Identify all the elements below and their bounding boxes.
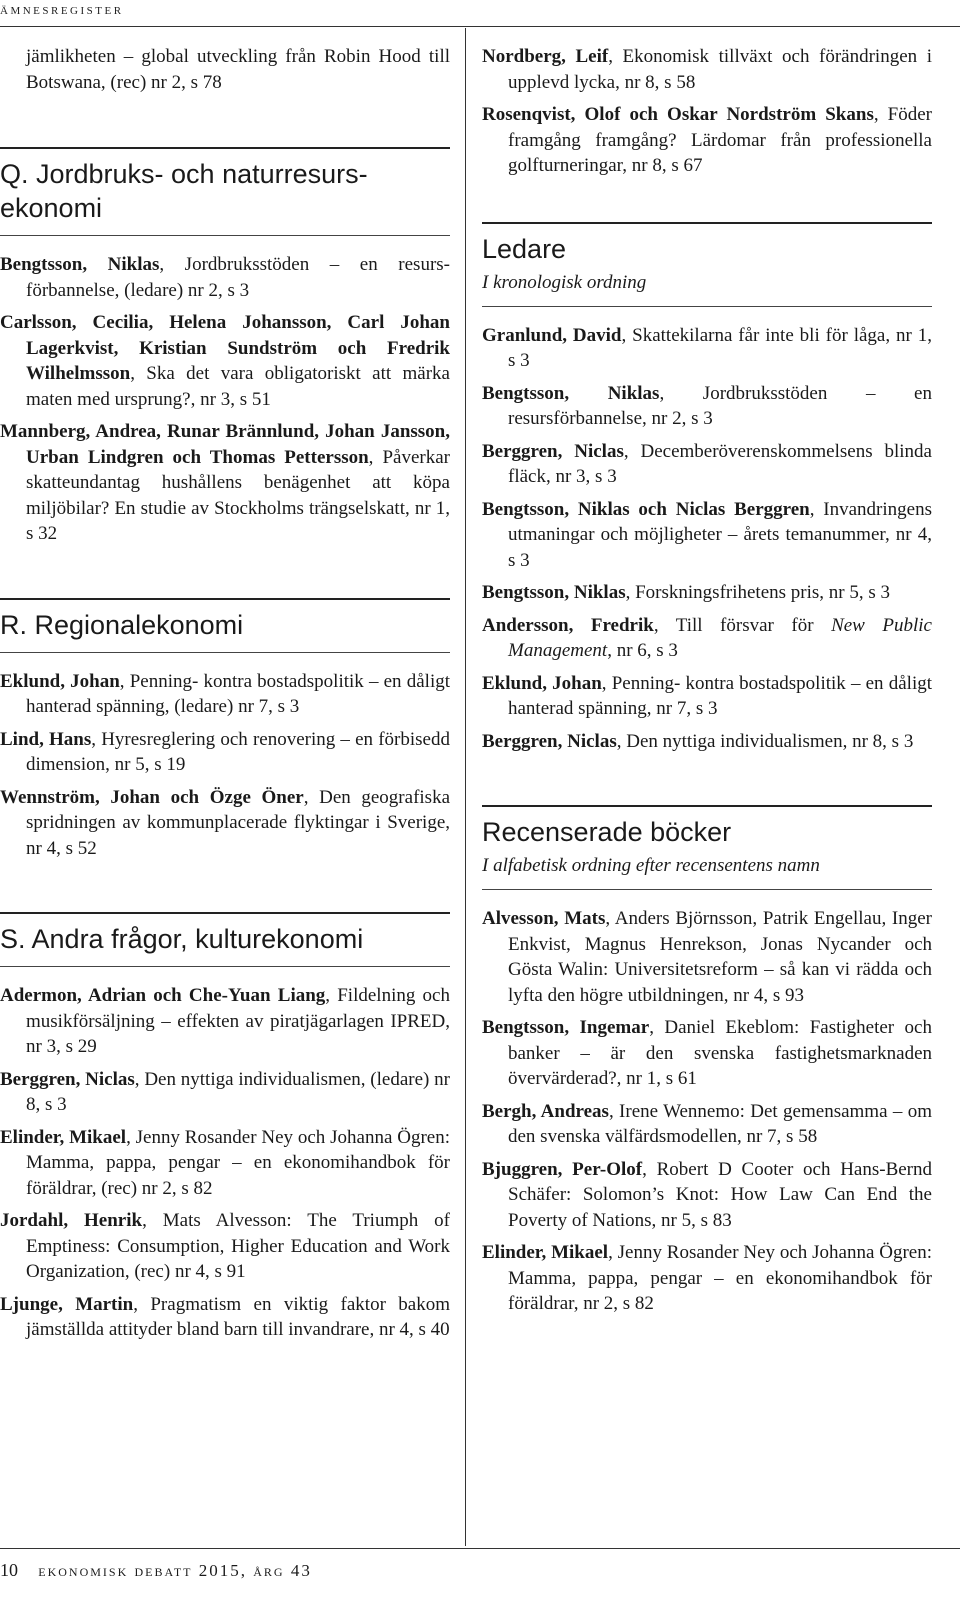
entry-title: , Daniel Ekeblom: Fastigheter och banker – är den svenska fastighetsmarknaden övervärderad?, nr 1, s 61 xyxy=(508,1017,932,1089)
column-divider xyxy=(465,28,466,1546)
entry-author: Elinder, Mikael xyxy=(482,1242,609,1263)
entry-author: Bjuggren, Per-Olof xyxy=(482,1158,643,1180)
index-entry xyxy=(482,497,932,574)
index-entry xyxy=(0,419,450,547)
entry-author: Rosenqvist, Olof och Oskar Nordström Skans xyxy=(482,104,874,125)
index-entry xyxy=(482,1240,932,1317)
entry-title: , Forskningsfrihetens pris, nr 5, s 3 xyxy=(625,582,891,603)
section-rule xyxy=(0,912,450,914)
entry-author: Elinder, Mikael xyxy=(0,1126,127,1148)
entry-author: Berggren, Niclas xyxy=(482,440,624,462)
entry-title: , Mats Alvesson: The Triumph of Emptiness: Consumption, Higher Education and Work Organization, (rec) nr 4, s 91 xyxy=(26,1210,450,1282)
entry-author: Mannberg, Andrea, Runar Brännlund, Johan Jansson, Urban Lindgren och Thomas Pettersson xyxy=(0,421,450,468)
section-rule xyxy=(482,889,932,890)
entry-author: Andersson, Fredrik xyxy=(482,614,654,636)
entry-author: Bengtsson, Ingemar xyxy=(482,1017,650,1038)
index-entry xyxy=(482,381,932,432)
index-entry xyxy=(0,1067,450,1118)
index-entry xyxy=(482,1015,932,1092)
index-entry xyxy=(0,310,450,412)
index-entry xyxy=(482,102,932,179)
running-header: ämnesregister xyxy=(0,2,124,18)
entry-author: Berggren, Niclas xyxy=(482,730,617,752)
section-title-r: R. Regionalekonomi xyxy=(0,609,244,640)
continued-entry: jämlikheten – global utveckling från Robin Hood till Botswana, (rec) nr 2, s 78 xyxy=(26,46,450,93)
index-entry xyxy=(482,613,932,664)
entry-title: , Pragmatism en viktig faktor bakom jämställda attityder bland barn till invandrare, nr 4, s 40 xyxy=(26,1293,450,1340)
footer-rule xyxy=(0,1548,960,1549)
entry-title: , Robert D Cooter och Hans-Bernd Schäfer: Solomon’s Knot: How Law Can End the Poverty of Nations, nr 5, s 83 xyxy=(508,1158,933,1231)
index-entry xyxy=(482,671,932,722)
entry-author: Alvesson, Mats xyxy=(482,908,606,929)
entry-author: Adermon, Adrian och Che-Yuan Liang xyxy=(0,985,326,1006)
entry-list xyxy=(0,252,450,547)
section-rule xyxy=(482,222,932,224)
section-rule xyxy=(482,805,932,807)
entry-author: Eklund, Johan xyxy=(482,672,602,694)
right-column xyxy=(482,44,932,1324)
page-number: 10 xyxy=(0,1560,18,1580)
entry-list xyxy=(482,44,932,179)
index-entry xyxy=(0,1292,450,1343)
section-rule xyxy=(0,966,450,967)
entry-list xyxy=(482,323,932,755)
index-entry xyxy=(482,44,932,95)
entry-title: , Hyresreglering och renovering – en förbisedd dimension, nr 5, s 19 xyxy=(26,728,450,775)
entry-author: Carlsson, Cecilia, Helena Johansson, Carl Johan Lagerkvist, Kristian Sundström och Fredrik Wilhelmsson xyxy=(0,312,450,384)
entry-title: , Penning- kontra bostadspolitik – en dåligt hanterad spänning, (ledare) nr 7, s 3 xyxy=(26,670,450,717)
journal-name: ekonomisk debatt 2015, årg 43 xyxy=(38,1561,312,1580)
section-title-ledare: Ledare xyxy=(482,233,567,264)
entry-author: Eklund, Johan xyxy=(0,670,120,692)
index-entry xyxy=(0,669,450,720)
entry-author: Bengtsson, Niklas xyxy=(482,582,626,603)
index-entry xyxy=(0,252,450,303)
entry-author: Lind, Hans xyxy=(0,728,92,750)
page-footer xyxy=(0,1560,312,1581)
entry-title: , Jordbruksstöden – en resursförbannelse, nr 2, s 3 xyxy=(508,382,932,429)
entry-title: , Invandringens utmaningar och möjligheter – årets temanummer, nr 4, s 3 xyxy=(508,498,932,571)
section-title-books: Recenserade böcker xyxy=(482,817,732,847)
index-entry xyxy=(482,323,932,374)
entry-author: Bengtsson, Niklas xyxy=(0,254,160,275)
entry-title: , Skattekilarna får inte bli för låga, nr 1, s 3 xyxy=(508,324,932,371)
entry-title: , nr 6, s 3 xyxy=(607,640,678,661)
header-rule xyxy=(0,26,960,27)
section-title-q: Q. Jordbruks- och naturresurs-ekonomi xyxy=(0,159,368,223)
index-entry xyxy=(0,727,450,778)
index-entry xyxy=(482,906,932,1008)
entry-author: Bengtsson, Niklas xyxy=(482,382,660,404)
index-entry xyxy=(0,983,450,1060)
section-subtitle: I kronologisk ordning xyxy=(482,271,647,293)
entry-title: , Påverkar skatteundantag hushållens benägenhet att köpa miljöbilar? En studie av Stockholms trängselskatt, nr 1, s 32 xyxy=(26,446,450,544)
entry-title: , Fildelning och musikförsäljning – effekten av piratjägarlagen IPRED, nr 3, s 29 xyxy=(26,985,450,1057)
entry-title: , Föder framgång framgång? Lärdomar från professionella golfturneringar, nr 8, s 67 xyxy=(508,104,932,176)
index-entry xyxy=(482,1099,932,1150)
section-rule xyxy=(0,235,450,236)
entry-title: , Den geografiska spridningen av kommunplacerade flyktingar i Sverige, nr 4, s 52 xyxy=(26,786,451,859)
entry-author: Jordahl, Henrik xyxy=(0,1210,143,1231)
entry-list xyxy=(0,669,450,862)
index-entry xyxy=(482,729,932,755)
entry-title: , Ekonomisk tillväxt och förändringen i upplevd lycka, nr 8, s 58 xyxy=(508,46,932,93)
entry-title: , Den nyttiga individualismen, (ledare) nr 8, s 3 xyxy=(26,1068,450,1115)
entry-author: Ljunge, Martin xyxy=(0,1293,134,1315)
entry-author: Granlund, David xyxy=(482,324,622,346)
entry-author: Berggren, Niclas xyxy=(0,1068,135,1090)
section-rule xyxy=(0,147,450,149)
index-entry xyxy=(0,1208,450,1285)
entry-title: , Anders Björnsson, Patrik Engellau, Inger Enkvist, Magnus Henrekson, Jonas Nycander och Gösta Walin: Universitetsreform – så kan vi rädda och lyfta den högre utbildningen, nr 4, s 93 xyxy=(508,908,932,1006)
entry-list xyxy=(482,906,932,1317)
entry-title: , Jenny Rosander Ney och Johanna Ögren: Mamma, pappa, pengar – en ekonomihandbok för föräldrar, (rec) nr 2, s 82 xyxy=(26,1126,450,1199)
section-rule xyxy=(0,598,450,600)
index-entry xyxy=(482,580,932,606)
section-subtitle: I alfabetisk ordning efter recensentens namn xyxy=(482,855,820,876)
section-title-s: S. Andra frågor, kulturekonomi xyxy=(0,924,364,954)
entry-title: , Jordbruksstöden – en resurs-förbannelse, (ledare) nr 2, s 3 xyxy=(26,254,450,301)
entry-title: , Decemberöverenskommelsens blinda fläck, nr 3, s 3 xyxy=(508,440,932,487)
entry-title: , Den nyttiga individualismen, nr 8, s 3 xyxy=(616,730,914,752)
index-entry xyxy=(482,439,932,490)
index-entry xyxy=(482,1157,932,1234)
entry-title: , Penning- kontra bostadspolitik – en dåligt hanterad spänning, nr 7, s 3 xyxy=(508,672,932,719)
entry-author: Bergh, Andreas xyxy=(482,1100,609,1122)
entry-author: Nordberg, Leif xyxy=(482,46,609,67)
entry-italic: New Public Management xyxy=(508,614,932,661)
entry-author: Bengtsson, Niklas och Niclas Berggren xyxy=(482,498,810,520)
entry-author: Wennström, Johan och Özge Öner xyxy=(0,786,304,808)
left-column xyxy=(0,44,450,1350)
section-rule xyxy=(482,306,932,307)
entry-title: , Jenny Rosander Ney och Johanna Ögren: Mamma, pappa, pengar – en ekonomihandbok för föräldrar, nr 2, s 82 xyxy=(508,1242,932,1314)
index-entry xyxy=(0,1125,450,1202)
section-rule xyxy=(0,652,450,653)
entry-title: , Till försvar för xyxy=(653,614,832,636)
entry-title: , Irene Wennemo: Det gemensamma – om den svenska välfärdsmodellen, nr 7, s 58 xyxy=(508,1100,932,1147)
entry-list xyxy=(0,983,450,1343)
index-entry xyxy=(0,785,450,862)
entry-title: , Ska det vara obligatoriskt att märka maten med ursprung?, nr 3, s 51 xyxy=(26,363,450,410)
